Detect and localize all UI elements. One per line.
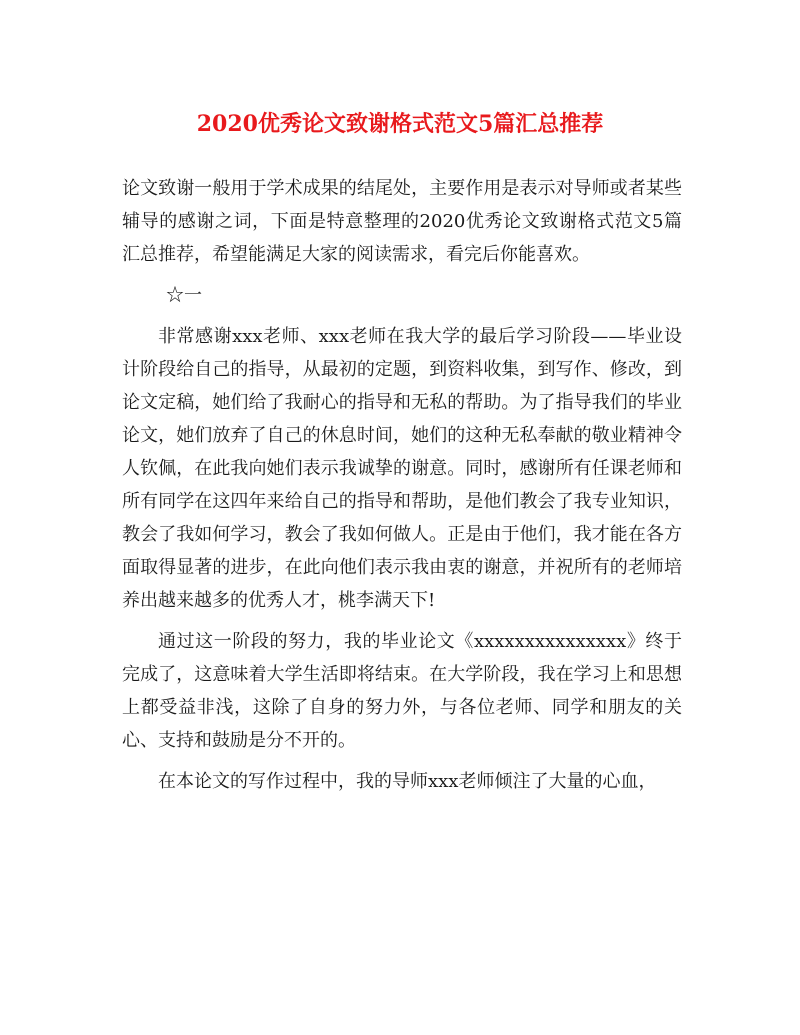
intro-paragraph: 论文致谢一般用于学术成果的结尾处，主要作用是表示对导师或者某些辅导的感谢之词，下面是特意整理的2020优秀论文致谢格式范文5篇汇总推荐，希望能满足大家的阅读需求，看完后你能喜欢。 <box>122 178 682 265</box>
section-heading: ☆一 <box>166 285 202 306</box>
body-paragraph: 非常感谢xxx老师、xxx老师在我大学的最后学习阶段——毕业设计阶段给自己的指导，从最初的定题，到资料收集，到写作、修改，到论文定稿，她们给了我耐心的指导和无私的帮助。为了指导我们的毕业论文，她们放弃了自己的休息时间，她们的这种无私奉献的敬业精神令人钦佩，在此我向她们表示我诚挚的谢意。同时，感谢所有任课老师和所有同学在这四年来给自己的指导和帮助，是他们教会了我专业知识，教会了我如何学习，教会了我如何做人。正是由于他们，我才能在各方面取得显著的进步，在此向他们表示我由衷的谢意，并祝所有的老师培养出越来越多的优秀人才，桃李满天下! <box>122 326 682 611</box>
document-title: 2020优秀论文致谢格式范文5篇汇总推荐 <box>196 111 604 137</box>
body-paragraph: 在本论文的写作过程中，我的导师xxx老师倾注了大量的心血， <box>158 771 657 792</box>
body-paragraph: 通过这一阶段的努力，我的毕业论文《xxxxxxxxxxxxxxx》终于完成了，这意味着大学生活即将结束。在大学阶段，我在学习上和思想上都受益非浅，这除了自身的努力外，与各位老师、同学和朋友的关心、支持和鼓励是分不开的。 <box>122 631 682 751</box>
document-body <box>122 172 682 806</box>
